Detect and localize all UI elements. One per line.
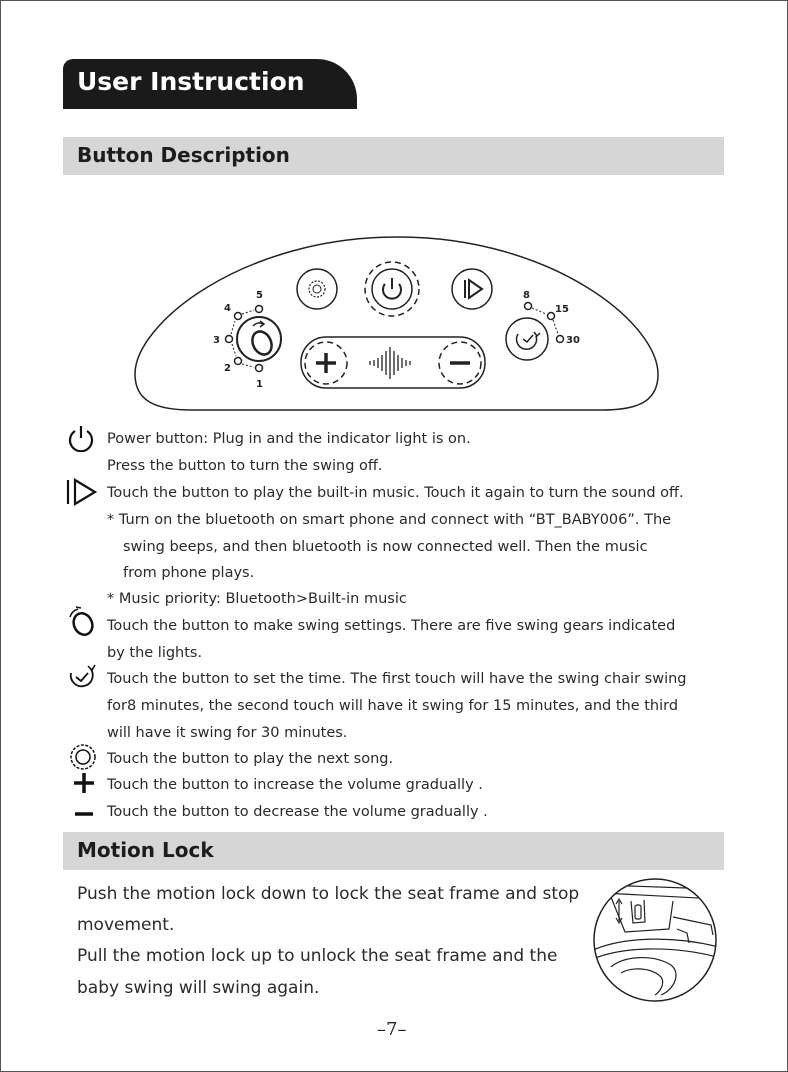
motion-lock-line-2: movement. [77,915,175,935]
play-icon [64,477,100,507]
speed-label-4: 4 [224,303,231,314]
timer-icon [66,662,98,692]
swing-speed-icon [64,605,98,637]
power-desc-line-1: Power button: Plug in and the indicator light is on. [107,431,471,447]
plus-icon [73,772,95,794]
page-title-tab [63,59,357,109]
speed-led-3 [226,336,233,343]
speed-led-5 [256,306,263,313]
music-desc-line-5: * Music priority: Bluetooth>Built-in music [107,591,407,607]
power-icon [66,424,96,452]
speed-desc-line-1: Touch the button to make swing settings. There are five swing gears indicated [107,618,676,634]
power-desc-line-2: Press the button to turn the swing off. [107,458,383,474]
timer-label-30: 30 [566,335,580,346]
timer-label-15: 15 [555,304,569,315]
minus-icon [74,810,94,818]
speed-label-5: 5 [256,290,263,301]
page-number: –7– [377,1019,407,1040]
control-panel-diagram [132,234,662,412]
minus-desc-line: Touch the button to decrease the volume gradually . [107,804,488,820]
page-title: User Instruction [77,67,305,96]
timer-led-30 [557,336,564,343]
motion-lock-line-1: Push the motion lock down to lock the seat frame and stop [77,884,580,904]
timer-led-8 [525,303,532,310]
timer-label-8: 8 [523,290,530,301]
music-desc-line-1: Touch the button to play the built-in music. Touch it again to turn the sound off. [107,485,684,501]
speed-led-4 [235,313,242,320]
motion-lock-line-3: Pull the motion lock up to unlock the seat frame and the [77,946,558,966]
music-desc-line-4: from phone plays. [123,565,255,581]
speed-led-1 [256,365,263,372]
plus-desc-line: Touch the button to increase the volume gradually . [107,777,483,793]
music-desc-line-3: swing beeps, and then bluetooth is now connected well. Then the music [123,539,648,555]
music-desc-line-2: * Turn on the bluetooth on smart phone and connect with “BT_BABY006”. The [107,512,672,528]
speed-desc-line-2: by the lights. [107,645,203,661]
section-title: Motion Lock [77,838,214,862]
next-song-icon [68,742,98,772]
section-bar-motion-lock [63,832,724,870]
next-desc-line: Touch the button to play the next song. [107,751,394,767]
speed-label-3: 3 [213,335,220,346]
motion-lock-line-4: baby swing will swing again. [77,978,320,998]
speed-label-2: 2 [224,363,231,374]
timer-desc-line-3: will have it swing for 30 minutes. [107,725,348,741]
motion-lock-illustration [591,877,719,1003]
timer-led-15 [548,313,555,320]
timer-desc-line-2: for8 minutes, the second touch will have it swing for 15 minutes, and the third [107,698,679,714]
section-bar-button-description [63,137,724,175]
speed-label-1: 1 [256,379,263,390]
timer-desc-line-1: Touch the button to set the time. The first touch will have the swing chair swing [107,671,687,687]
speed-led-2 [235,358,242,365]
section-title: Button Description [77,143,290,167]
